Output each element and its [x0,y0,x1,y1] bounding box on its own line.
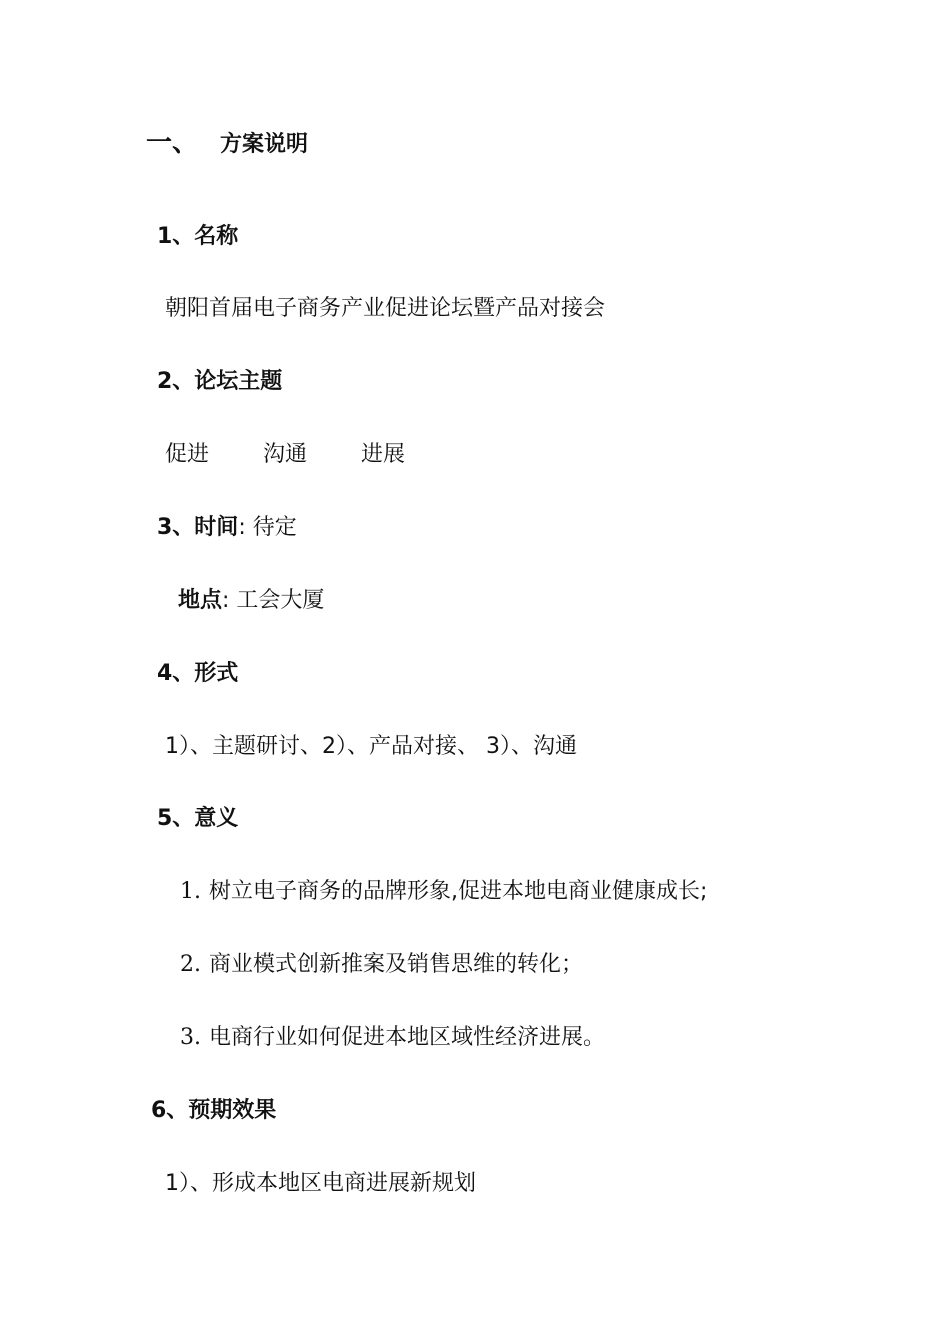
section-title: 方案说明 [220,132,309,157]
section-mark: 一、 [146,128,199,158]
theme-words [165,440,405,470]
section-heading [146,128,308,160]
effect-text: 1）、形成本地区电商进展新规划 [165,1171,476,1196]
meaning-item-1-text: 树立电子商务的品牌形象,促进本地电商业健康成长; [209,879,708,904]
place-label: 地点 [178,588,223,613]
place-row: 地点: 工会大厦 [178,588,325,613]
meaning-item-3-text: 电商行业如何促进本地区域性经济进展。 [209,1025,606,1050]
heading-time: 3、时间 [157,515,239,540]
theme-word-2: 沟通 [263,442,308,467]
heading-form: 4、形式 [157,661,239,686]
time-row: 3、时间: 待定 [157,515,297,540]
meaning-item-3-num: 3. [180,1025,201,1050]
theme-word-3: 进展 [361,442,406,467]
meaning-item-2-num: 2. [180,952,201,977]
form-text: 1）、主题研讨、2）、产品对接、 3）、沟通 [165,734,577,759]
heading-meaning: 5、意义 [157,806,239,831]
name-text: 朝阳首届电子商务产业促进论坛暨产品对接会 [165,296,606,321]
meaning-item-3 [180,1023,605,1053]
theme-word-1: 促进 [165,442,210,467]
meaning-item-1-num: 1. [180,879,201,904]
heading-theme: 2、论坛主题 [157,369,283,394]
meaning-item-1 [180,877,707,907]
place-value: 工会大厦 [236,588,325,613]
heading-effect: 6、预期效果 [151,1098,277,1123]
meaning-item-2 [180,950,583,980]
meaning-item-2-text: 商业模式创新推案及销售思维的转化； [209,952,584,977]
time-value: 待定 [252,515,297,540]
heading-name: 1、名称 [157,224,239,249]
